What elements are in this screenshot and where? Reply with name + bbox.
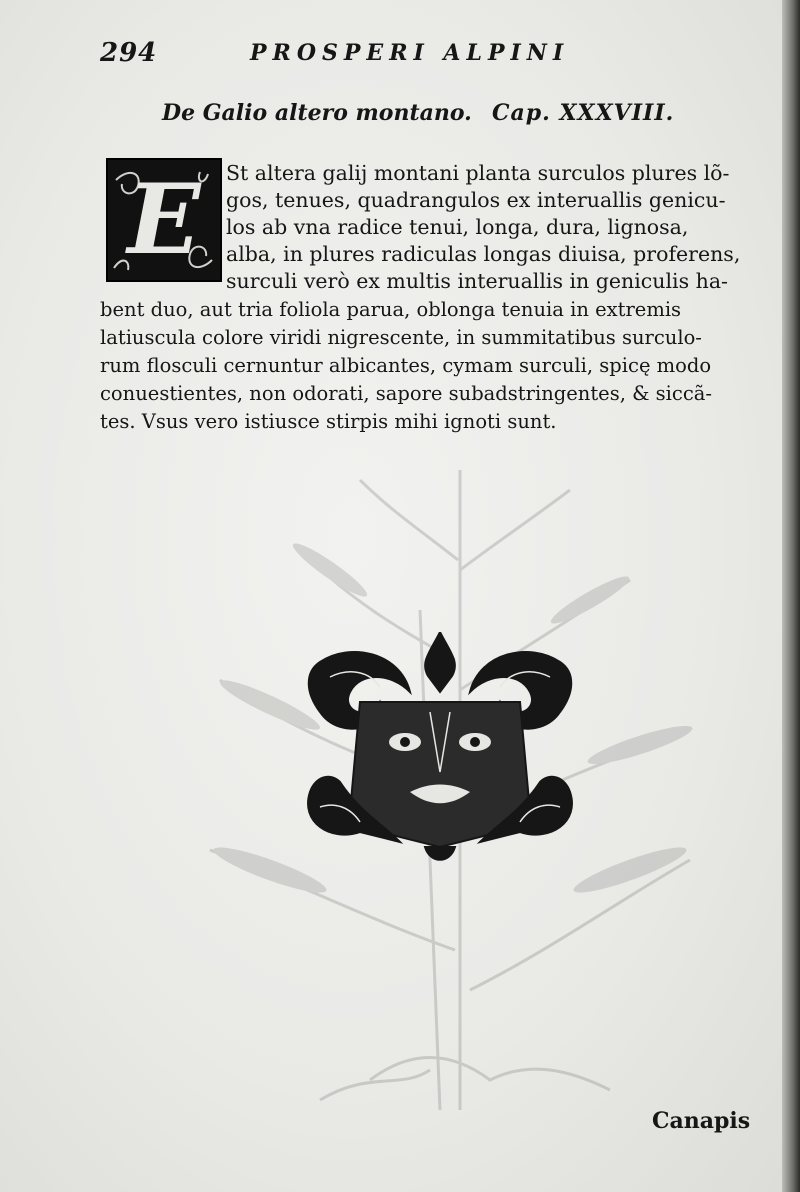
body-line: gos, tenues, quadrangulos ex interuallis genicu- (226, 188, 726, 212)
decorated-initial (106, 158, 222, 282)
body-line: bent duo, aut tria foliola parua, oblonga tenuia in extremis (100, 298, 682, 321)
body-line: rum flosculi cernuntur albicantes, cymam surculi, spicę modo (100, 354, 712, 377)
chapter-title: De Galio altero montano. (162, 100, 472, 126)
running-head: PROSPERI ALPINI (250, 40, 570, 66)
chapter-heading (100, 98, 750, 132)
body-line: los ab vna radice tenui, longa, dura, lignosa, (226, 215, 689, 239)
body-line: latiuscula colore viridi nigrescente, in summitatibus surculo- (100, 326, 702, 349)
initial-letter: E (127, 163, 201, 276)
body-line: St altera galij montani planta surculos plures lõ- (226, 161, 730, 185)
page-number: 294 (100, 38, 158, 68)
body-line: surculi verò ex multis interuallis in geniculis ha- (226, 269, 728, 293)
page-header (100, 38, 740, 78)
catchword: Canapis (652, 1108, 751, 1134)
grotesque-mask-ornament-icon (300, 632, 580, 872)
chapter-number: Cap. XXXVIII. (492, 100, 675, 126)
body-line: tes. Vsus vero istiusce stirpis mihi ignoti sunt. (100, 410, 557, 433)
body-line: alba, in plures radiculas longas diuisa, proferens, (226, 242, 741, 266)
page-gutter-edge (782, 0, 800, 1192)
body-line: conuestientes, non odorati, sapore subadstringentes, & siccã- (100, 382, 712, 405)
